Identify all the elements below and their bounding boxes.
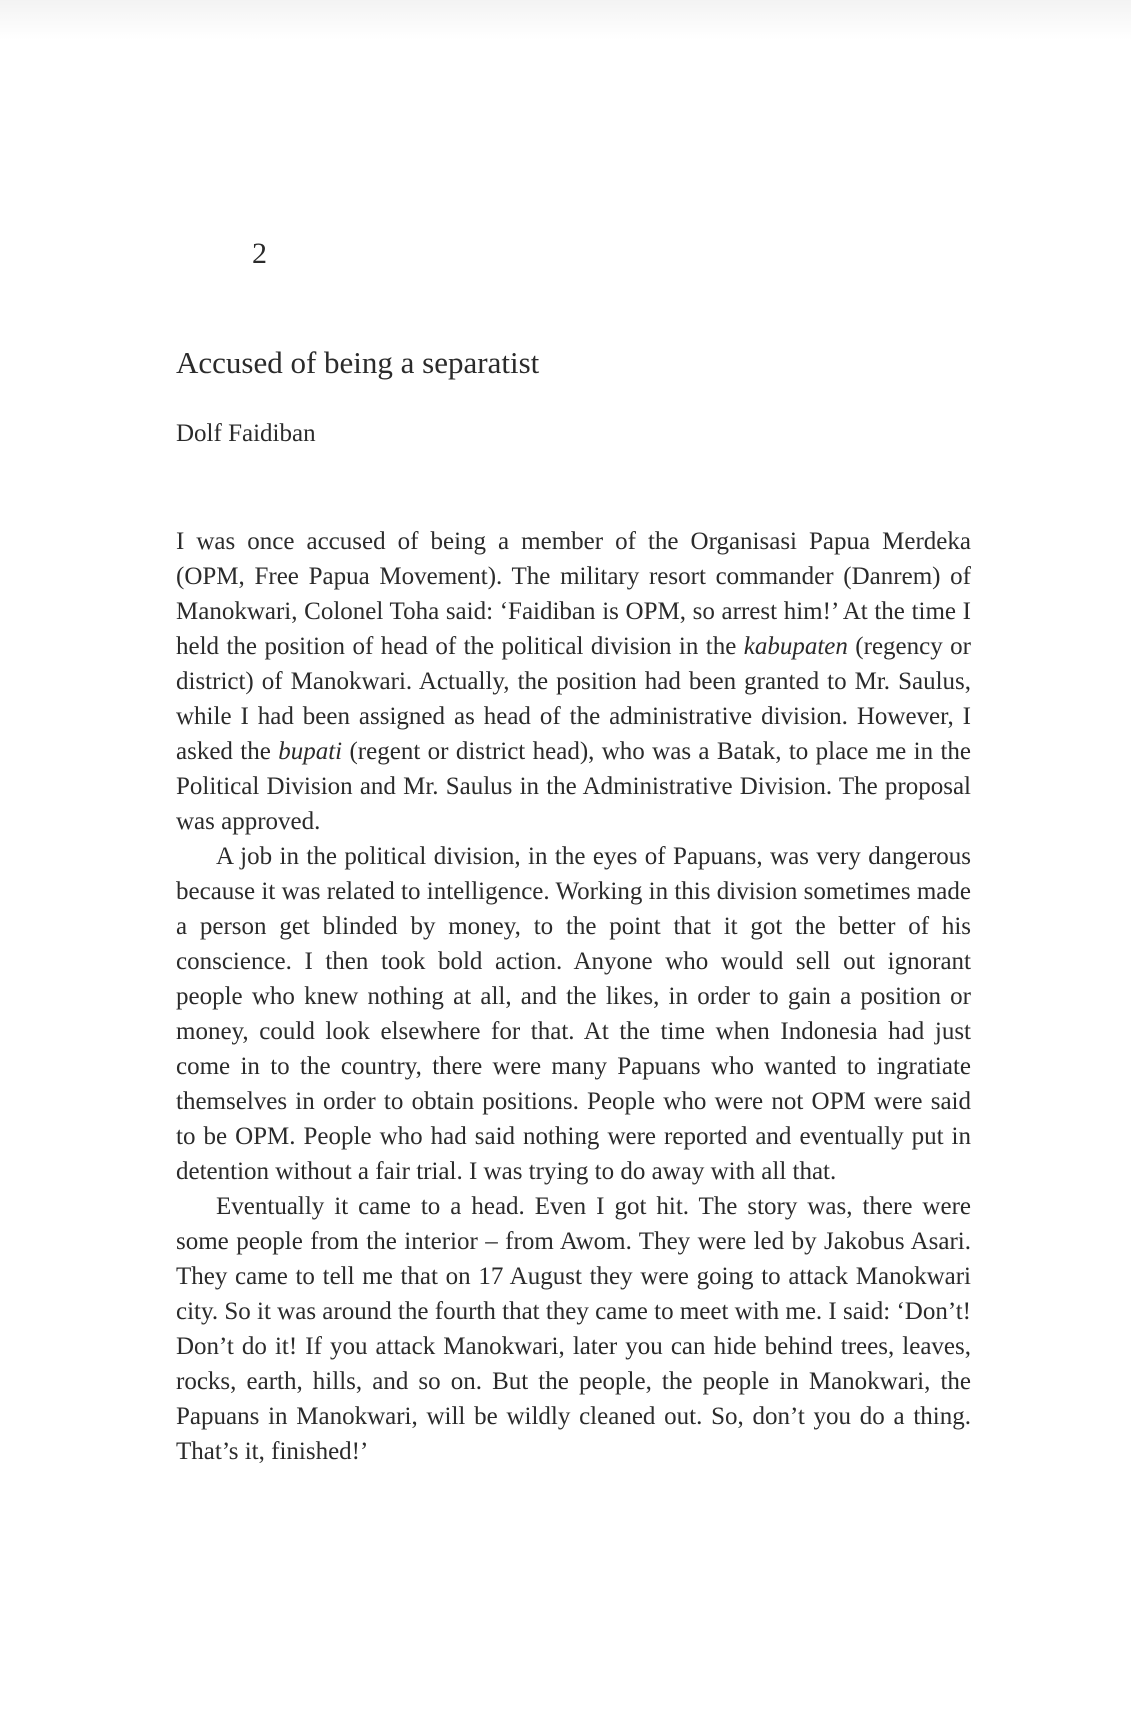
paragraph-1 xyxy=(176,524,971,839)
paragraph-1-part-2: (regency or district) of Manokwari. Actually, the position had been granted to Mr. Saulus, while I had been assigned as head of the administrative division. However, I asked the xyxy=(176,633,971,765)
page-top-shade xyxy=(0,0,1131,40)
term-kabupaten: kabupaten xyxy=(743,633,848,660)
paragraph-1-part-1: I was once accused of being a member of the Organisasi Papua Merdeka (OPM, Free Papua Movement). The military resort commander (Danrem) of Manokwari, Colonel Toha said: ‘Faidiban is OPM, so arrest him!’ At the time I held the position of head of the political division in the xyxy=(176,528,971,660)
body-text xyxy=(176,524,971,1469)
chapter-number: 2 xyxy=(252,237,267,270)
paragraph-3: Eventually it came to a head. Even I got hit. The story was, there were some people from the interior – from Awom. They were led by Jakobus Asari. They came to tell me that on 17 August they were going to attack Manokwari city. So it was around the fourth that they came to meet with me. I said: ‘Don’t! Don’t do it! If you attack Manokwari, later you can hide behind trees, leaves, rocks, earth, hills, and so on. But the people, the people in Manokwari, the Papuans in Manokwari, will be wildly cleaned out. So, don’t you do a thing. That’s it, finished!’ xyxy=(176,1193,971,1465)
chapter-author: Dolf Faidiban xyxy=(176,420,316,447)
term-bupati: bupati xyxy=(278,738,343,765)
chapter-title: Accused of being a separatist xyxy=(176,345,540,380)
paragraph-2: A job in the political division, in the eyes of Papuans, was very dangerous because it was related to intelligence. Working in this division sometimes made a person get blinded by money, to the point that it got the better of his conscience. I then took bold action. Anyone who would sell out ignorant people who knew nothing at all, and the likes, in order to gain a position or money, could look elsewhere for that. At the time when Indonesia had just come in to the country, there were many Papuans who wanted to ingratiate themselves in order to obtain positions. People who were not OPM were said to be OPM. People who had said nothing were reported and eventually put in detention without a fair trial. I was trying to do away with all that. xyxy=(176,843,971,1185)
paragraph-1-part-3: (regent or district head), who was a Batak, to place me in the Political Division and Mr. Saulus in the Administrative Division. The proposal was approved. xyxy=(176,738,971,835)
